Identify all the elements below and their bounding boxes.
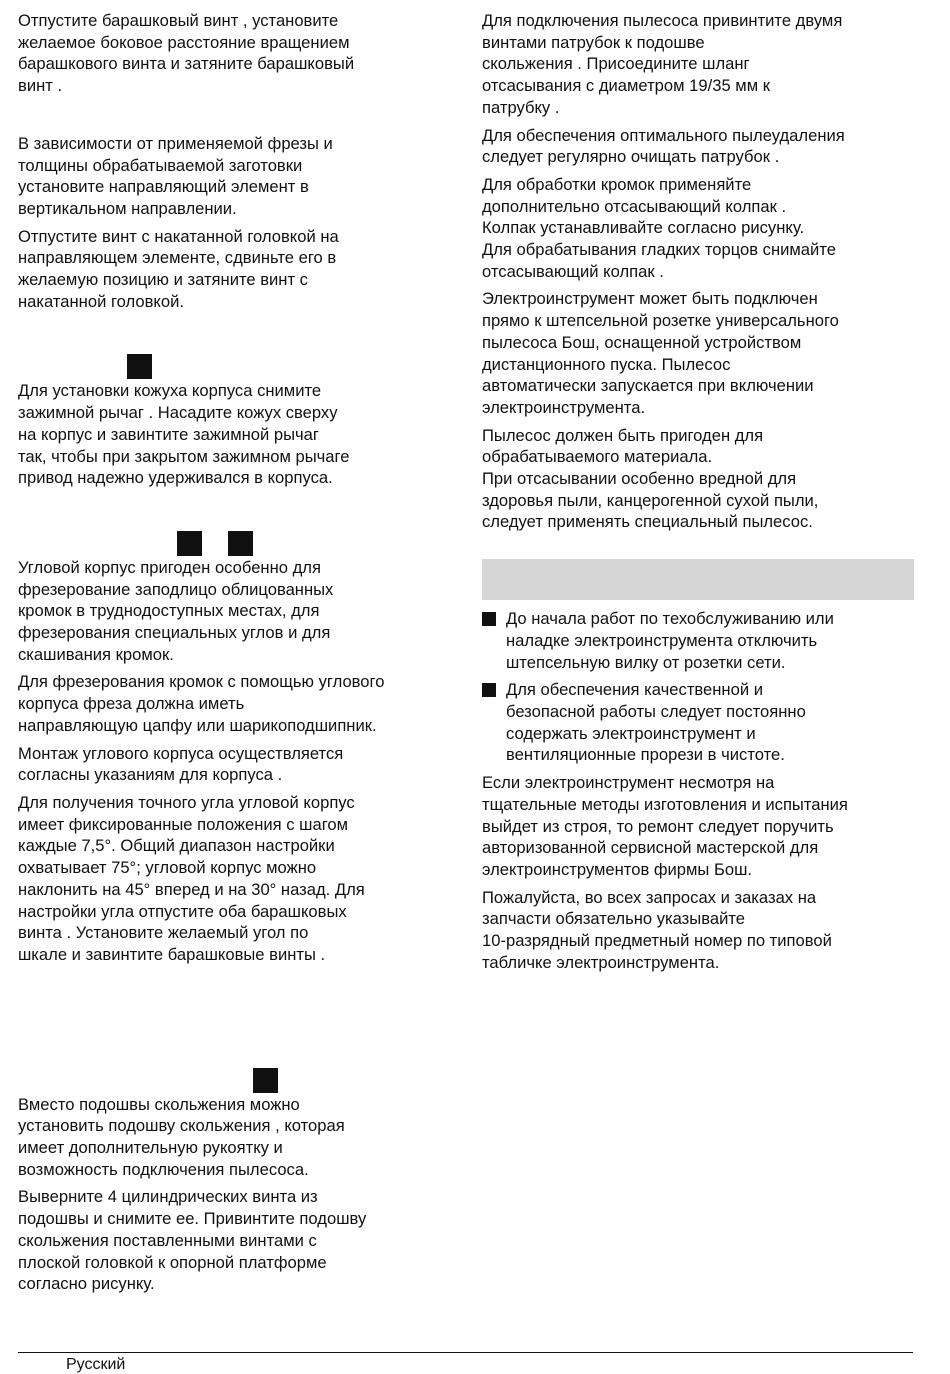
footer-divider [18, 1352, 913, 1353]
figure-marker-row [18, 1068, 450, 1090]
section-heading-bar [482, 559, 914, 600]
spacer [18, 972, 450, 1068]
paragraph-angle-setting: Для получения точного угла угловой корпус имеет фиксированные положения с шагом каждые 7,5°. Общий диапазон настройки охватывает 75°; угловой корпус можно наклонить на 45° вперед и на 30° назад. Для настройки угла отпустите оба барашковых винта . Установите желаемый угол по шкале и завинтите барашковые винты . [18, 792, 365, 964]
paragraph-spare-parts: Пожалуйста, во всех запросах и заказах на запчасти обязательно указывайте 10-разрядный предметный номер по типовой табличке электроинструмента. [482, 887, 832, 972]
paragraph-edge-milling: Для фрезерования кромок с помощью углового корпуса фреза должна иметь направляющую цапфу или шарикоподшипник. [18, 672, 385, 735]
paragraph-housing-cover: Для установки кожуха корпуса снимите зажимной рычаг . Насадите кожух сверху на корпус и завинтите зажимной рычаг так, чтобы при закрытом зажимном рычаге привод надежно удерживался в корпуса. [18, 381, 350, 488]
list-item [482, 679, 914, 766]
paragraph-clean-nozzle: Для обеспечения оптимального пылеудаления следует регулярно очищать патрубок . [482, 125, 845, 167]
spacer [18, 495, 450, 531]
figure-marker-square [177, 531, 202, 556]
spacer [18, 103, 450, 133]
paragraph-angle-housing: Угловой корпус пригоден особенно для фрезерование заподлицо облицованных кромок в труднодоступных местах, для фрезерования специальных углов и для скашивания кромок. [18, 557, 334, 664]
right-column [482, 10, 914, 979]
figure-marker-square [228, 531, 253, 556]
left-column [18, 10, 450, 1301]
paragraph-screws-sole: Выверните 4 цилиндрических винта из подошвы и снимите ее. Привинтите подошву скольжения поставленными винтами с плоской головкой к опорной платформе согласно рисунку. [18, 1187, 367, 1294]
list-item [482, 608, 914, 673]
paragraph-extraction-hood: Для обработки кромок применяйте дополнительно отсасывающий колпак . Колпак устанавливайте согласно рисунку. Для обрабатывания гладких торцов снимайте отсасывающий колпак . [482, 174, 836, 281]
figure-marker-row [18, 354, 450, 376]
paragraph-guide-vertical: В зависимости от применяемой фрезы и толщины обрабатываемой заготовки установите направляющий элемент в вертикальном направлении. [18, 133, 333, 218]
paragraph-knurled-screw: Отпустите винт с накатанной головкой на направляющем элементе, сдвиньте его в желаемую позицию и затяните винт с накатанной головкой. [18, 226, 339, 311]
paragraph-sliding-sole: Вместо подошвы скольжения можно установить подошву скольжения , которая имеет дополнительную рукоятку и возможность подключения пылесоса. [18, 1094, 345, 1179]
bullet-text: Для обеспечения качественной и безопасной работы следует постоянно содержать электроинструмент и вентиляционные прорези в чистоте. [506, 680, 806, 765]
figure-marker-row [18, 531, 450, 553]
spacer [18, 318, 450, 354]
bullet-square-icon [482, 612, 496, 626]
figure-marker-square [127, 354, 152, 379]
paragraph-bosch-vacuum: Электроинструмент может быть подключен прямо к штепсельной розетке универсального пылесоса Бош, оснащенной устройством дистанционного пуска. Пылесос автоматически запускается при включении электроинструмента. [482, 289, 839, 417]
figure-marker-square [253, 1068, 278, 1093]
paragraph-repair: Если электроинструмент несмотря на тщательные методы изготовления и испытания выйдет из строя, то ремонт следует поручить авторизованной сервисной мастерской для электроинструментов фирмы Бош. [482, 773, 848, 879]
footer-language: Русский [66, 1356, 126, 1373]
bullet-text: До начала работ по техобслуживанию или наладке электроинструмента отключить штепсельную вилку от розетки сети. [506, 609, 834, 672]
paragraph-vacuum-connection: Для подключения пылесоса привинтите двумя винтами патрубок к подошве скольжения . Присоедините шланг отсасывания с диаметром 19/35 мм к патрубку . [482, 11, 843, 117]
paragraph-mounting: Монтаж углового корпуса осуществляется согласны указаниям для корпуса . [18, 743, 344, 785]
paragraph-wing-screw-distance: Отпустите барашковый винт , установите желаемое боковое расстояние вращением барашкового винта и затяните барашковый винт . [18, 11, 355, 96]
bullet-square-icon [482, 683, 496, 697]
spacer [482, 539, 914, 559]
paragraph-vacuum-suitable: Пылесос должен быть пригоден для обрабатываемого материала. При отсасывании особенно вредной для здоровья пыли, канцерогенной сухой пыли, следует применять специальный пылесос. [482, 425, 819, 532]
